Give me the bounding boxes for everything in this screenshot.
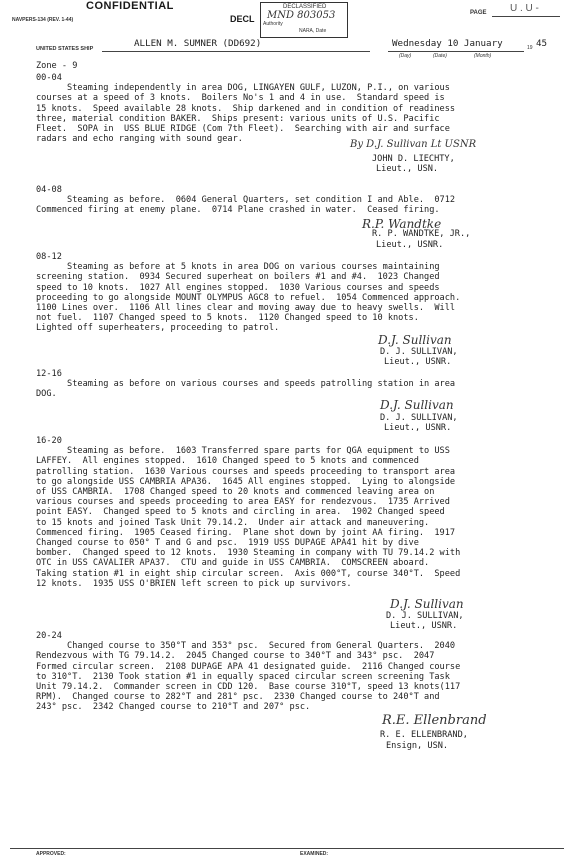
officer-rank: Lieut., USN. (376, 164, 439, 174)
officer-name: R. P. WANDTKE, JR., (372, 229, 471, 239)
watch-entry-20-24: 20-24 Changed course to 350°T and 353° psc. Secured from General Quarters. 2040 Rendezvous with TG 79.14.2. 2045 Changed course to 340°T and 343° psc. 2047 Formed circular screen. 2108 DUPAGE APA 41 designated guide. 2116 Changed course to 310°T. 2130 Took station #1 in equally spaced circular screen screening Task Unit 79.14.2. Commander screen in CDD 120. Base course 310°T, speed 13 knots(117 RPM). Changed course to 282°T and 281° psc. 2330 Changed course to 240°T and 243° psc. 2342 Changed course to 210°T and 207° psc. (36, 631, 461, 713)
month-caption: (Month) (474, 53, 492, 59)
officer-name: D. J. SULLIVAN, (386, 611, 464, 621)
date-caption: (Date) (433, 53, 447, 59)
approved-label: APPROVED: (36, 851, 66, 857)
page-number-underline (492, 16, 560, 17)
officer-name: D. J. SULLIVAN, (380, 347, 458, 357)
year: 45 (536, 38, 548, 49)
signature-ellenbrand: R.E. Ellenbrand (382, 713, 487, 728)
ship-name: ALLEN M. SUMNER (DD692) (134, 38, 262, 49)
officer-name: D. J. SULLIVAN, (380, 413, 458, 423)
declassification-partial: DECL (230, 14, 255, 24)
stamp-number: MND 803053 (267, 10, 336, 21)
officer-rank: Lieut., USNR. (390, 621, 458, 631)
examined-label: EXAMINED: (300, 851, 329, 857)
year-prefix: 19 (527, 45, 533, 51)
stamp-nara: NARA, Date (299, 28, 327, 34)
form-number: NAVPERS-134 (REV. 1-44) (12, 17, 74, 23)
ship-label: UNITED STATES SHIP (36, 46, 94, 52)
officer-rank: Ensign, USN. (386, 741, 449, 751)
signature-sullivan: D.J. Sullivan (380, 398, 454, 412)
signature-sullivan: D.J. Sullivan (390, 597, 464, 611)
officer-name: JOHN D. LIECHTY, (372, 154, 455, 164)
ship-name-underline (102, 51, 370, 52)
signature-wandtke: R.P. Wandtke (362, 217, 442, 231)
watch-entry-16-20: 16-20 Steaming as before. 1603 Transferred spare parts for QGA equipment to USS LAFFEY. All engines stopped. 1610 Changed speed to 5 knots and commenced patrolling station. 1630 Various courses and speeds proceeding to transport area to go alongside USS CAMBRIA APA36. 1645 All engines stopped. Lying to alongside of USS CAMBRIA. 1708 Changed speed to 20 knots and commenced leaving area on various courses and speeds proceeding to area EASY for rendezvous. 1735 Arrived point EASY. Changed speed to 5 knots and circling in area. 1902 Changed speed to 15 knots and joined Task Unit 79.14.2. Under air attack and maneuvering. Commenced firing. 1905 Ceased firing. Plane shot down by joint AA firing. 1917 Changed course to 050° T and G and psc. 1919 USS DUPAGE APA41 hit by dive bomber. Changed speed to 12 knots. 1930 Steaming in company with TU 79.14.2 with OTC in USS CAVALIER APA37. CTU and guide in USS CAMBRIA. COMSCREEN aboard. Taking station #1 in eight ship circular screen. Axis 000°T, course 340°T. Speed 12 knots. 1935 USS O'BRIEN left screen to pick up survivors. (36, 436, 461, 589)
stamp-authority: Authority (263, 21, 283, 27)
signature-liechty: By D.J. Sullivan Lt USNR (350, 139, 477, 150)
day-caption: (Day) (399, 53, 412, 59)
page-number: U . U - (510, 3, 539, 14)
zone-label: Zone - 9 (36, 61, 78, 71)
watch-entry-12-16: 12-16 Steaming as before on various courses and speeds patrolling station in area DOG. (36, 369, 456, 400)
log-date: Wednesday 10 January (392, 38, 503, 49)
watch-entry-00-04: 00-04 Steaming independently in area DOG, LINGAYEN GULF, LUZON, P.I., on various courses at a speed of 3 knots. Boilers No's 1 and 4 in use. Standard speed is 15 knots. Speed available 28 knots. Ship darkened and in condition of readiness three, material condition BAKER. Ships present: various units of U.S. Pacific Fleet. SOPA in USS BLUE RIDGE (Com 7th Fleet). Searching with air and surface radars and echo ranging with sound gear. (36, 73, 456, 145)
officer-name: R. E. ELLENBRAND, (380, 730, 468, 740)
footer-rule (10, 848, 564, 849)
watch-entry-08-12: 08-12 Steaming as before at 5 knots in area DOG on various courses maintaining screening station. 0934 Secured superheat on boilers #1 and #4. 1023 Changed speed to 10 knots. 1027 All engines stopped. 1030 Various courses and speeds proceeding to go alongside MOUNT OLYMPUS AGC8 to refuel. 1054 Commenced approach. 1100 Lines over. 1106 All lines clear and moving away due to heavy swells. Will not fuel. 1107 Changed speed to 5 knots. 1120 Changed speed to 10 knots. Lighted off superheaters, proceeding to patrol. (36, 252, 461, 334)
officer-rank: Lieut., USNR. (384, 423, 452, 433)
page-label: PAGE (470, 10, 487, 16)
watch-entry-04-08: 04-08 Steaming as before. 0604 General Quarters, set condition I and Able. 0712 Commenced firing at enemy plane. 0714 Plane crashed in water. Ceased firing. (36, 185, 456, 216)
officer-rank: Lieut., USNR. (376, 240, 444, 250)
stamp-title: DECLASSIFIED (283, 4, 327, 10)
date-underline (388, 51, 524, 52)
signature-sullivan: D.J. Sullivan (378, 333, 452, 347)
classification-heading: CONFIDENTIAL (86, 0, 174, 12)
declassified-stamp (260, 2, 348, 38)
officer-rank: Lieut., USNR. (384, 357, 452, 367)
